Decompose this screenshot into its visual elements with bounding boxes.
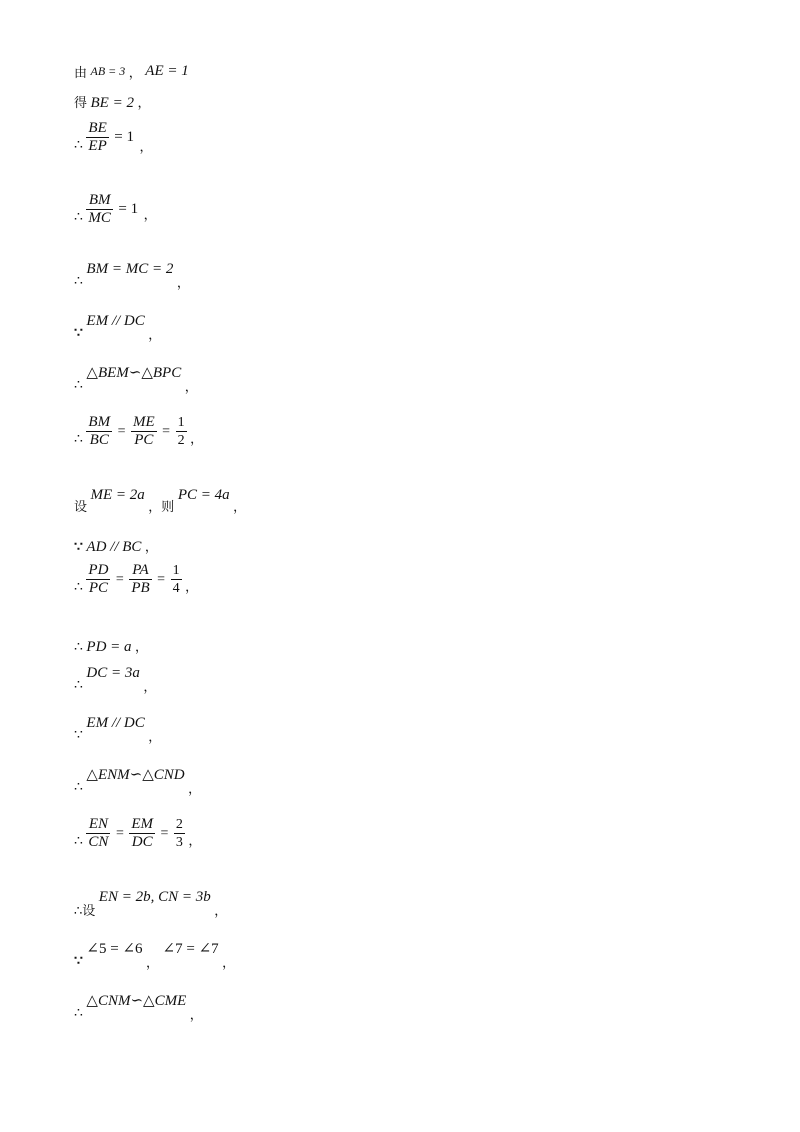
suffix: ， <box>222 956 236 971</box>
suffix: ， <box>135 640 149 655</box>
math-expression: AB = 3 <box>90 64 126 78</box>
step-line-14 <box>74 715 162 745</box>
step-line-13 <box>74 665 157 695</box>
denominator: MC <box>88 210 111 226</box>
denominator: 3 <box>175 835 183 850</box>
step-line-4 <box>74 192 157 227</box>
equals-sign: = <box>162 423 171 439</box>
suffix: ， <box>139 139 153 155</box>
equals-sign: = <box>117 423 126 439</box>
step-line-16 <box>74 816 201 851</box>
numerator: BM <box>88 414 111 430</box>
suffix: ， <box>189 1008 203 1023</box>
denominator: EP <box>88 138 107 154</box>
because-symbol: ∵ <box>74 954 83 969</box>
fraction <box>86 192 113 227</box>
therefore-symbol: ∴ <box>74 1006 83 1021</box>
therefore-symbol: ∴ <box>74 431 83 447</box>
fraction <box>131 414 157 449</box>
therefore-symbol: ∴ <box>74 833 83 849</box>
fraction <box>174 816 185 851</box>
suffix: ， <box>137 96 151 111</box>
numerator: 2 <box>175 817 183 832</box>
step-line-9 <box>74 486 247 515</box>
step-line-12 <box>74 636 148 656</box>
suffix: ， <box>214 904 228 919</box>
suffix: ， <box>176 276 190 291</box>
equals-sign: = <box>160 825 169 841</box>
step-line-11 <box>74 562 198 597</box>
denominator: CN <box>88 834 109 850</box>
equals-value: = 1 <box>114 129 134 145</box>
equals-value: = 1 <box>118 201 139 217</box>
numerator: ME <box>133 414 155 430</box>
math-expression: PD = a <box>86 639 132 655</box>
numerator: EN <box>86 816 110 834</box>
fraction <box>86 414 112 449</box>
suffix: ， <box>148 730 162 745</box>
step-prefix: 由 <box>74 66 88 81</box>
therefore-symbol: ∴ <box>74 579 83 595</box>
math-expression: BM = MC = 2 <box>86 261 174 277</box>
denominator: BC <box>89 432 109 448</box>
step-prefix: 设 <box>74 500 88 515</box>
because-symbol: ∵ <box>74 540 83 555</box>
fraction <box>176 414 187 449</box>
math-expression: PC = 4a <box>177 487 230 503</box>
step-line-5 <box>74 261 190 291</box>
math-expression: EN = 2b, CN = 3b <box>98 889 211 905</box>
step-line-17 <box>74 889 228 919</box>
step-prefix: ∴设 <box>74 904 96 919</box>
math-expression: ME = 2a <box>90 487 145 503</box>
math-expression: ∠5 = ∠6 <box>86 941 143 957</box>
math-expression: △BEM∽△BPC <box>86 365 182 381</box>
math-expression: AE = 1 <box>145 63 189 79</box>
suffix: ， <box>143 207 157 223</box>
step-line-19 <box>74 993 203 1023</box>
math-expression: EM // DC <box>86 715 145 731</box>
step-line-6 <box>74 313 162 343</box>
math-expression: ∠7 = ∠7 <box>162 941 219 957</box>
math-expression: △ENM∽△CND <box>86 767 185 783</box>
suffix: ， <box>190 431 204 447</box>
separator: ， <box>146 956 160 971</box>
suffix: ， <box>184 380 198 395</box>
suffix: ， <box>148 328 162 343</box>
therefore-symbol: ∴ <box>74 137 83 153</box>
math-expression: △CNM∽△CME <box>86 993 187 1009</box>
fraction <box>86 816 110 851</box>
equals-sign: = <box>157 571 166 587</box>
denominator: 4 <box>172 581 180 596</box>
step-line-18 <box>74 941 236 971</box>
fraction <box>171 562 182 597</box>
numerator: BM <box>86 192 113 210</box>
therefore-symbol: ∴ <box>74 780 83 795</box>
math-expression: BE = 2 <box>90 95 134 111</box>
because-symbol: ∵ <box>74 326 83 341</box>
step-line-10 <box>74 536 158 556</box>
suffix: ， <box>188 782 202 797</box>
therefore-symbol: ∴ <box>74 209 83 225</box>
separator: ，则 <box>148 500 175 515</box>
suffix: ， <box>233 500 247 515</box>
numerator: 1 <box>172 563 180 578</box>
denominator: PC <box>88 580 108 596</box>
therefore-symbol: ∴ <box>74 678 83 693</box>
equals-sign: = <box>115 571 124 587</box>
suffix: ， <box>188 833 202 849</box>
suffix: ， <box>143 680 157 695</box>
numerator: PA <box>129 562 151 580</box>
fraction <box>86 120 108 155</box>
because-symbol: ∵ <box>74 728 83 743</box>
denominator: PC <box>134 432 154 448</box>
denominator: 2 <box>177 433 185 448</box>
step-line-15 <box>74 767 202 797</box>
math-expression: EM // DC <box>86 313 145 329</box>
numerator: BE <box>88 120 107 136</box>
fraction <box>129 816 155 851</box>
step-line-3 <box>74 120 152 155</box>
separator: ， <box>128 66 142 81</box>
numerator: PD <box>88 562 109 578</box>
numerator: EM <box>131 816 154 832</box>
fraction <box>129 562 151 597</box>
step-line-7 <box>74 365 198 395</box>
fraction <box>86 562 110 597</box>
math-expression: DC = 3a <box>86 665 140 681</box>
step-line-8 <box>74 414 203 449</box>
therefore-symbol: ∴ <box>74 274 83 289</box>
step-line-2 <box>74 92 150 112</box>
suffix: ， <box>185 579 199 595</box>
suffix: ， <box>144 540 158 555</box>
therefore-symbol: ∴ <box>74 640 83 655</box>
math-expression: AD // BC <box>86 539 142 555</box>
equals-sign: = <box>115 825 124 841</box>
denominator: DC <box>131 834 153 850</box>
numerator: 1 <box>177 415 185 430</box>
denominator: PB <box>131 580 150 596</box>
step-line-1 <box>74 62 189 82</box>
therefore-symbol: ∴ <box>74 378 83 393</box>
step-prefix: 得 <box>74 96 88 111</box>
